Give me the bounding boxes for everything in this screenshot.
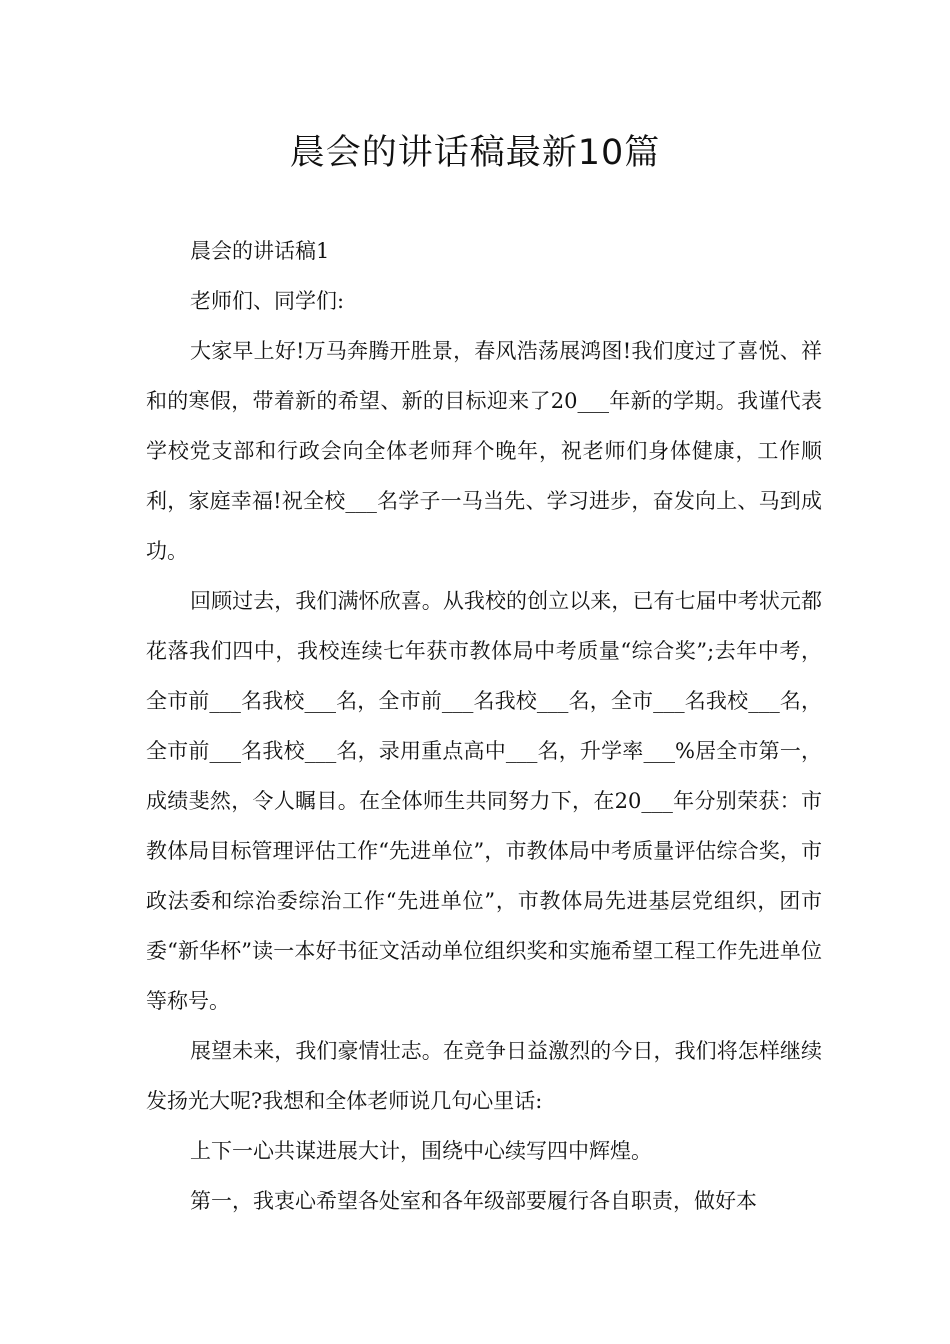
salutation-paragraph: 老师们、同学们: — [190, 289, 345, 313]
body-paragraph: 回顾过去，我们满怀欣喜。从我校的创立以来，已有七届中考状元都花落我们四中，我校连续七年获市教体局中考质量“综合奖”;去年中考，全市前___名我校___名，全市前___名我校___名，全市___名我校___名，全市前___名我校___名，录用重点高中___名，升学率___%居全市第一，成绩斐然，令人瞩目。在全体师生共同努力下，在20___年分别荣获：市教体局目标管理评估工作“先进单位”，市教体局中考质量评估综合奖，市政法委和综治委综治工作“先进单位”，市教体局先进基层党组织，团市委“新华杯”读一本好书征文活动单位组织奖和实施希望工程工作先进单位等称号。 — [146, 589, 822, 1013]
document-body — [146, 226, 822, 1226]
section-heading: 晨会的讲话稿1 — [190, 239, 330, 263]
document-title: 晨会的讲话稿最新10篇 — [289, 133, 661, 173]
body-paragraph: 上下一心共谋进展大计，围绕中心续写四中辉煌。 — [190, 1139, 652, 1163]
body-paragraph: 大家早上好!万马奔腾开胜景，春风浩荡展鸿图!我们度过了喜悦、祥和的寒假，带着新的希望、新的目标迎来了20___年新的学期。我谨代表学校党支部和行政会向全体老师拜个晚年，祝老师们身体健康，工作顺利，家庭幸福!祝全校___名学子一马当先、学习进步，奋发向上、马到成功。 — [146, 339, 822, 563]
body-paragraph: 展望未来，我们豪情壮志。在竞争日益激烈的今日，我们将怎样继续发扬光大呢?我想和全体老师说几句心里话: — [146, 1039, 822, 1113]
body-paragraph: 第一，我衷心希望各处室和各年级部要履行各自职责，做好本 — [190, 1189, 757, 1213]
